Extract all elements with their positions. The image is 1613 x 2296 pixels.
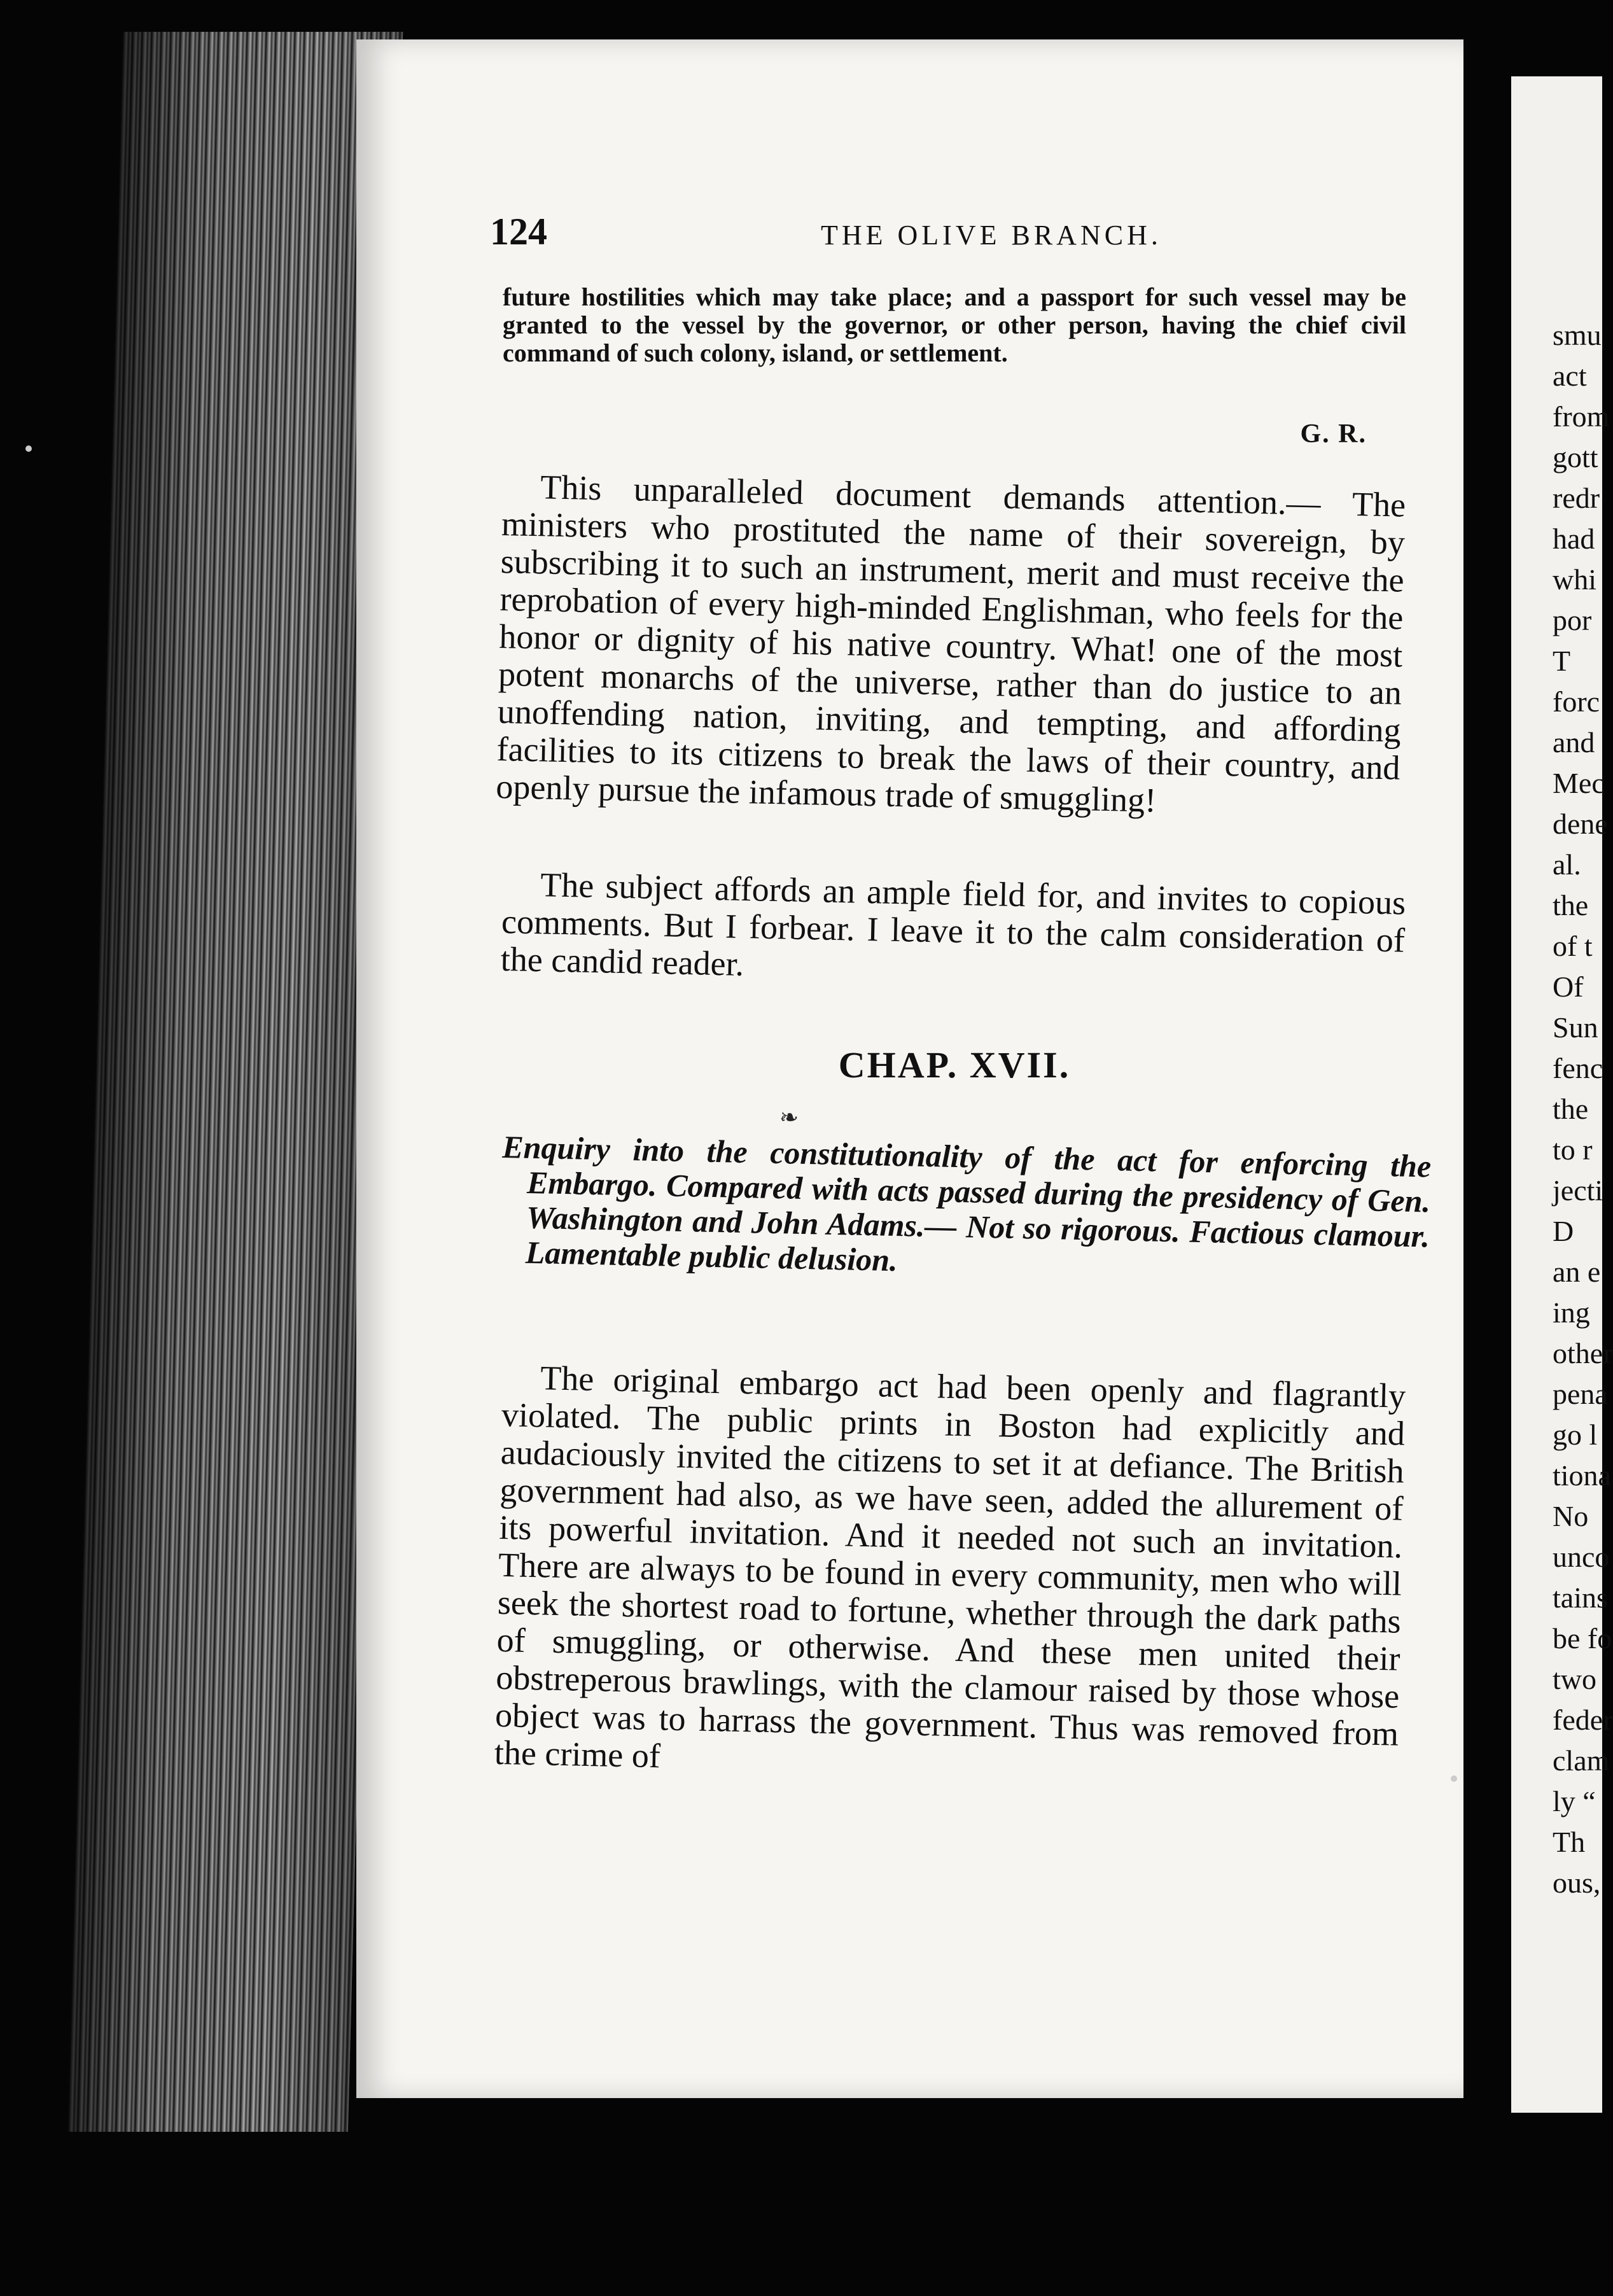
signature: G. R.: [1300, 419, 1367, 449]
page-header: [490, 210, 1413, 261]
facing-line: smu: [1553, 319, 1602, 351]
facing-line: whi: [1553, 563, 1596, 596]
facing-line: clam: [1553, 1744, 1610, 1777]
facing-line: ly “: [1553, 1785, 1596, 1817]
chapter-synopsis: Enquiry into the constitutionality of the act for enforcing the Embargo. Compared with acts passed during the presidency of Gen. Washington and John Adams.— Not so rigorous. Factious clamour. Lamentable public delusion.: [501, 1129, 1432, 1278]
facing-line: T: [1553, 645, 1571, 677]
facing-line: dene: [1553, 808, 1608, 840]
facing-line: Th: [1553, 1826, 1586, 1858]
facing-line: D: [1553, 1215, 1574, 1247]
ornament-icon: ❧: [779, 1105, 799, 1130]
facing-line: tiona: [1553, 1459, 1611, 1492]
page-number: 124: [490, 211, 547, 253]
facing-line: fenc: [1553, 1052, 1603, 1084]
facing-line: unco: [1553, 1541, 1610, 1573]
facing-line: an e: [1553, 1256, 1601, 1288]
chapter-heading: CHAP. XVII.: [838, 1044, 1071, 1086]
facing-line: other: [1553, 1337, 1613, 1369]
facing-line: al.: [1553, 848, 1581, 881]
running-title: THE OLIVE BRANCH.: [821, 220, 1162, 251]
facing-line: feder: [1553, 1704, 1613, 1736]
facing-line: por: [1553, 604, 1592, 636]
facing-line: to r: [1553, 1133, 1593, 1166]
facing-line: go l: [1553, 1418, 1598, 1451]
facing-line: tains: [1553, 1581, 1608, 1614]
facing-line: ing: [1553, 1296, 1590, 1329]
facing-line: had: [1553, 522, 1595, 555]
facing-line: pena: [1553, 1378, 1608, 1410]
facing-line: of t: [1553, 930, 1593, 962]
facing-line: Sun: [1553, 1011, 1598, 1044]
facing-line: Mec: [1553, 767, 1605, 799]
facing-line: jecti: [1553, 1174, 1603, 1207]
facing-line: ous,: [1553, 1866, 1601, 1899]
paragraph: The subject affords an ample field for, and invites to copious comments. But I forbear. I leave it to the calm consideration of the candid reader.: [500, 865, 1406, 983]
facing-line: the: [1553, 1093, 1589, 1125]
facing-line: from: [1553, 400, 1610, 433]
paragraph: This unparalleled document demands attention.— The ministers who prostituted the name of their sovereign, by subscribing it to such an instrument, merit and must receive the reprobation of every high-minded Englishman, who feels for the honor or dignity of his native country. What! one of the most potent monarchs of the universe, rather than do justice to an unoffending nation, inviting, and tempting, and affording facilities to its citizens to break the laws of their country, and openly pursue the infamous trade of smuggling!: [495, 468, 1406, 820]
book-fore-edge-shadow: [68, 32, 403, 2132]
facing-line: and: [1553, 726, 1595, 759]
facing-line: be fo: [1553, 1622, 1612, 1655]
facing-line: act: [1553, 360, 1587, 392]
scan-speck: [1451, 1775, 1457, 1782]
passport-text: future hostilities which may take place; and a passport for such vessel may be granted to the vessel by the governor, or other person, having the chief civil command of such colony, island, or settlement.: [503, 283, 1406, 367]
scan-speck: [25, 445, 32, 452]
facing-line: redr: [1553, 482, 1600, 514]
facing-line: two: [1553, 1663, 1596, 1695]
facing-line: forc: [1553, 685, 1600, 718]
facing-line: Of: [1553, 970, 1584, 1003]
paragraph: The original embargo act had been openly and flagrantly violated. The public prints in Boston had explicitly and audaciously invited the citizens to set it at defiance. The British government had also, as we have seen, added the allurement of its powerful invitation. And it needed not such an invitation. There are always to be found in every community, men who will seek the shortest road to fortune, whether through the dark paths of smuggling, or otherwise. And these men united their obstreperous brawlings, with the clamour raised by those whose object was to harrass the government. Thus was removed from the crime of: [494, 1359, 1406, 1775]
facing-line: No: [1553, 1500, 1589, 1532]
facing-line: the: [1553, 889, 1589, 921]
facing-line: gott: [1553, 441, 1598, 473]
